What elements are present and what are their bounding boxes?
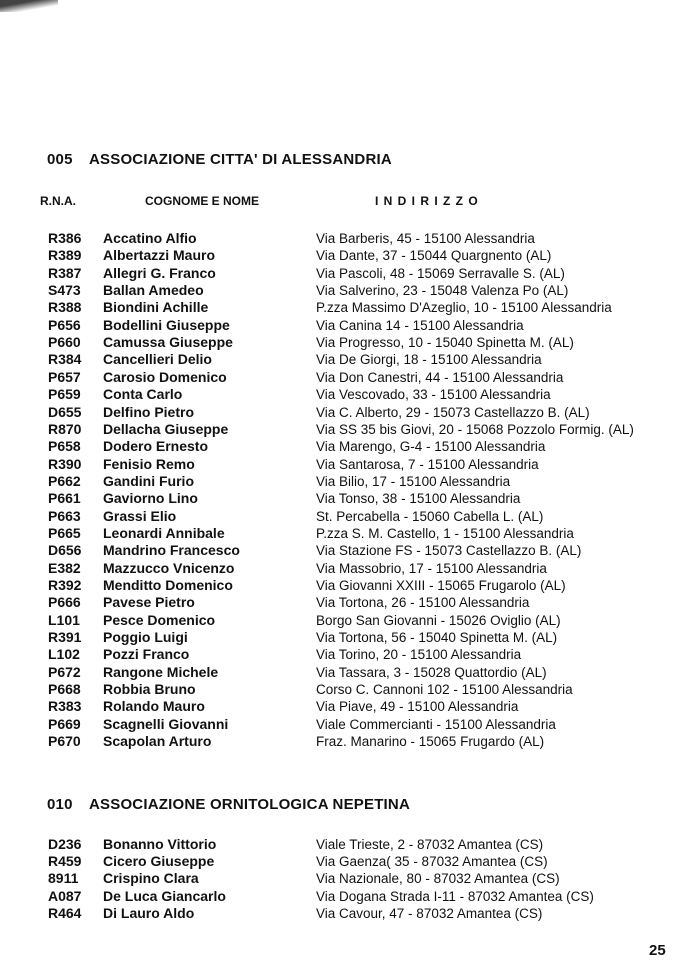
table-row [0,490,700,507]
member-address: Via Canina 14 - 15100 Alessandria [316,317,524,333]
member-name: Leonardi Annibale [103,524,225,541]
table-row [0,334,700,351]
member-name: Conta Carlo [103,386,183,403]
rna-code: P656 [48,316,81,333]
member-name: Dellacha Giuseppe [103,420,229,437]
member-address: Borgo San Giovanni - 15026 Oviglio (AL) [316,612,561,628]
rna-code: P665 [48,524,81,541]
page-number: 25 [649,942,666,959]
member-address: Via Vescovado, 33 - 15100 Alessandria [316,387,551,403]
rna-code: A087 [48,887,82,904]
member-name: Pozzi Franco [103,646,190,663]
table-row [0,317,700,334]
rna-code: P670 [48,733,81,750]
table-row [0,646,700,663]
table-row [0,421,700,438]
table-row [0,265,700,282]
member-name: Robbia Bruno [103,681,196,698]
rna-code: P672 [48,663,81,680]
member-name: Cancellieri Delio [103,351,212,368]
member-address: Via Salverino, 23 - 15048 Valenza Po (AL) [316,283,569,299]
member-address: Via Nazionale, 80 - 87032 Amantea (CS) [316,871,560,887]
member-address: Via Barberis, 45 - 15100 Alessandria [316,231,535,246]
table-row [0,386,700,403]
member-name: Bonanno Vittorio [103,836,217,852]
rna-code: R390 [48,455,82,472]
member-name: Cicero Giuseppe [103,853,215,870]
rna-code: P659 [48,386,81,403]
table-row [0,230,700,247]
rna-code: D236 [48,836,82,852]
member-address: Via Gaenza( 35 - 87032 Amantea (CS) [316,854,548,870]
member-address: Fraz. Manarino - 15065 Frugardo (AL) [316,734,545,750]
table-row [0,299,700,316]
member-name: Rolando Mauro [103,698,205,715]
table-row [0,369,700,386]
member-name: Albertazzi Mauro [103,247,216,264]
member-name: Accatino Alfio [103,230,197,246]
member-name: De Luca Giancarlo [103,887,226,904]
table-row [0,888,700,905]
section-code: 010 [47,796,73,813]
rna-code: R870 [48,420,82,437]
member-address: Via Cavour, 47 - 87032 Amantea (CS) [316,905,543,921]
rna-code: P663 [48,507,81,524]
member-address: Via Stazione FS - 15073 Castellazzo B. (AL) [316,543,582,559]
member-address: Via Tortona, 26 - 15100 Alessandria [316,595,530,611]
table-row [0,836,700,853]
member-address: Via Giovanni XXIII - 15065 Frugarolo (AL) [316,578,566,593]
member-name: Pavese Pietro [103,594,195,611]
member-name: Rangone Michele [103,663,219,680]
section-title: ASSOCIAZIONE CITTA' DI ALESSANDRIA [89,151,392,168]
table-row [0,629,700,646]
rna-code: P662 [48,472,81,489]
rna-code: R464 [48,904,82,921]
member-name: Crispino Clara [103,870,199,887]
section-heading [47,151,392,168]
rna-code: D655 [48,403,82,420]
member-address: Via Dogana Strada I-11 - 87032 Amantea (CS) [316,888,594,904]
rna-code: P666 [48,594,81,611]
member-name: Mandrino Francesco [103,542,240,559]
member-name: Delfino Pietro [103,403,195,420]
member-address: P.zza Massimo D'Azeglio, 10 - 15100 Alessandria [316,300,612,316]
member-address: Via Santarosa, 7 - 15100 Alessandria [316,456,539,472]
member-name: Dodero Ernesto [103,438,209,455]
rna-code: S473 [48,282,81,299]
table-row [0,351,700,368]
table-row [0,456,700,473]
rna-code: R383 [48,698,82,715]
member-name: Allegri G. Franco [103,264,216,281]
table-row [0,525,700,542]
table-row [0,853,700,870]
table-row [0,698,700,715]
table-row [0,594,700,611]
member-address: Via Massobrio, 17 - 15100 Alessandria [316,560,547,576]
table-row [0,664,700,681]
table-row [0,716,700,733]
member-address: Via Torino, 20 - 15100 Alessandria [316,647,522,663]
rna-code: P668 [48,681,81,698]
rna-code: R391 [48,629,82,646]
rna-code: R388 [48,299,82,316]
member-address: Via C. Alberto, 29 - 15073 Castellazzo B. (AL) [316,404,590,420]
member-address: Corso C. Cannoni 102 - 15100 Alessandria [316,682,573,698]
member-name: Menditto Domenico [103,577,233,593]
table-row [0,473,700,490]
member-address: Via Don Canestri, 44 - 15100 Alessandria [316,369,564,385]
rna-code: R459 [48,853,82,870]
section-heading [47,796,410,813]
member-name: Scagnelli Giovanni [103,715,229,732]
table-row [0,438,700,455]
member-name: Grassi Elio [103,507,177,524]
member-address: Via SS 35 bis Giovi, 20 - 15068 Pozzolo Formig. (AL) [316,421,634,437]
member-name: Camussa Giuseppe [103,334,233,351]
table-row [0,577,700,594]
table-row [0,870,700,887]
member-name: Pesce Domenico [103,611,216,628]
table-row [0,282,700,299]
rna-code: R389 [48,247,82,264]
member-address: Viale Trieste, 2 - 87032 Amantea (CS) [316,837,544,852]
rna-code: P660 [48,334,81,351]
member-name: Di Lauro Aldo [103,904,195,921]
scan-corner-mark [0,0,58,12]
member-name: Mazzucco Vnicenzo [103,559,235,576]
rna-code: R387 [48,264,82,281]
member-address: Via Tassara, 3 - 15028 Quattordio (AL) [316,664,547,680]
member-name: Poggio Luigi [103,629,188,646]
member-name: Gandini Furio [103,472,194,489]
table-row [0,905,700,922]
member-address: P.zza S. M. Castello, 1 - 15100 Alessandria [316,525,574,541]
rna-code: L102 [48,646,80,663]
rna-code: 8911 [48,870,79,887]
rna-code: L101 [48,611,80,628]
rna-code: E382 [48,559,81,576]
member-address: Via Progresso, 10 - 15040 Spinetta M. (AL) [316,335,574,351]
member-name: Ballan Amedeo [103,282,204,299]
member-address: Via Bilio, 17 - 15100 Alessandria [316,473,511,489]
member-address: Via Tortona, 56 - 15040 Spinetta M. (AL) [316,630,558,646]
column-header-name: COGNOME E NOME [145,194,260,208]
rna-code: R392 [48,577,82,593]
table-row [0,612,700,629]
rna-code: P669 [48,715,81,732]
member-address: Via Dante, 37 - 15044 Quargnento (AL) [316,248,552,264]
rna-code: P661 [48,490,81,507]
column-header-address: I N D I R I Z Z O [375,194,479,208]
rna-code: P657 [48,368,81,385]
member-name: Scapolan Arturo [103,733,212,750]
section-title: ASSOCIAZIONE ORNITOLOGICA NEPETINA [89,796,410,813]
member-name: Carosio Domenico [103,368,227,385]
member-address: Via De Giorgi, 18 - 15100 Alessandria [316,352,542,368]
member-address: Via Marengo, G-4 - 15100 Alessandria [316,439,546,455]
table-row [0,560,700,577]
column-header-rna: R.N.A. [40,194,76,208]
rna-code: D656 [48,542,82,559]
rna-code: R386 [48,230,82,246]
member-address: Via Tonso, 38 - 15100 Alessandria [316,491,521,507]
member-name: Bodellini Giuseppe [103,316,230,333]
rna-code: P658 [48,438,81,455]
table-row [0,247,700,264]
table-row [0,508,700,525]
member-address: Viale Commercianti - 15100 Alessandria [316,716,556,732]
table-row [0,681,700,698]
member-address: Via Piave, 49 - 15100 Alessandria [316,699,519,715]
member-name: Gaviorno Lino [103,490,198,507]
table-row [0,733,700,750]
rna-code: R384 [48,351,82,368]
member-name: Fenisio Remo [103,455,195,472]
table-row [0,404,700,421]
member-address: Via Pascoli, 48 - 15069 Serravalle S. (AL) [316,265,565,281]
section-code: 005 [47,151,73,168]
member-name: Biondini Achille [103,299,209,316]
table-row [0,542,700,559]
member-address: St. Percabella - 15060 Cabella L. (AL) [316,508,544,524]
